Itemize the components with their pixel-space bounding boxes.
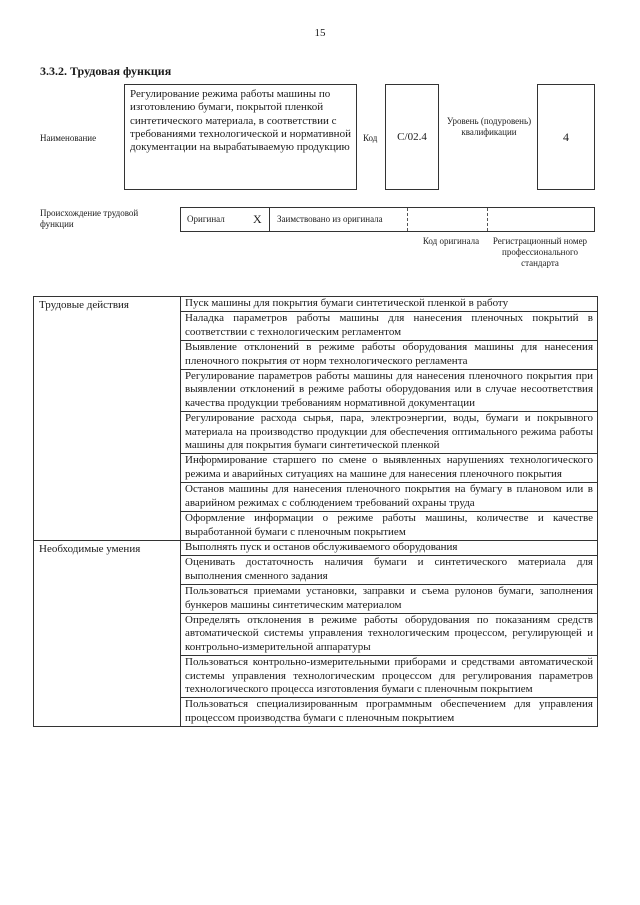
table-row: Информирование старшего по смене о выявленных нарушениях технологического режима и аварийных ситуациях на машине для нанесения пленочного покрытия: [181, 453, 597, 482]
table-row: Регулирование параметров работы машины для нанесения пленочного покрытия при выявлении отклонений в режиме работы оборудования или в случае несоответствия качества продукции требованиям нормативной документации: [181, 369, 597, 411]
table-row: Останов машины для нанесения пленочного покрытия на бумагу в плановом или в аварийном режимах с соблюдением требований охраны труда: [181, 482, 597, 511]
caption-code-original: Код оригинала: [422, 236, 480, 246]
table-row: Пользоваться контрольно-измерительными приборами и средствами автоматической системы управления технологическим процессом для регулирования параметров технологического процесса изготовления бумаги с пленочным покрытием: [181, 655, 597, 697]
section-labor-actions: [33, 297, 598, 540]
level-label: Уровень (подуровень) квалификации: [446, 116, 532, 137]
table-row: Оформление информации о режиме работы машины, количестве и качестве выработанной бумаги с пленочным покрытием: [181, 511, 597, 540]
function-table: [33, 296, 598, 727]
origin-row: [180, 207, 595, 232]
origin-original-mark: X: [253, 212, 262, 226]
section-label: Трудовые действия: [34, 297, 181, 540]
origin-label: Происхождение трудовой функции: [40, 208, 139, 229]
table-row: Регулирование расхода сырья, пара, электроэнергии, воды, бумаги и покрывного материала на производство продукции для обеспечения оптимального режима работы машины для покрытия бумаги синтетической пленкой: [181, 411, 597, 453]
code-label: Код: [363, 133, 378, 143]
function-name-box: Регулирование режима работы машины по изготовлению бумаги, покрытой пленкой синтетического материала, в соответствии с требованиями технологической и нормативной документации на вырабатываемую продукцию: [124, 84, 357, 190]
table-row: Выполнять пуск и останов обслуживаемого оборудования: [185, 540, 458, 553]
name-label: Наименование: [40, 133, 97, 143]
caption-registration-number: Регистрационный номер профессионального стандарта: [492, 236, 588, 268]
section-title: 3.3.2. Трудовая функция: [40, 64, 172, 78]
table-row: Наладка параметров работы машины для нанесения пленочных покрытий в соответствии с технологическим регламентом: [181, 311, 597, 340]
table-row: Выявление отклонений в режиме работы оборудования машины для нанесения пленочного покрытия от норм технологического регламента: [181, 340, 597, 369]
origin-divider-dashed: [487, 208, 488, 231]
origin-original-label: Оригинал: [187, 214, 225, 224]
table-row: Пользоваться специализированным программным обеспечением для управления процессом производства бумаги с пленочным покрытием: [181, 697, 597, 726]
code-box: С/02.4: [385, 84, 439, 190]
table-row: Пуск машины для покрытия бумаги синтетической пленкой в работу: [185, 297, 509, 309]
table-row: Определять отклонения в режиме работы оборудования по показаниям средств автоматической системы управления технологическим процессом, регулирующей и контрольно-измерительной аппаратуры: [181, 613, 597, 655]
origin-borrowed-label: Заимствовано из оригинала: [277, 214, 383, 224]
origin-divider: [269, 208, 270, 231]
page-number: 15: [314, 27, 326, 39]
section-label: Необходимые умения: [34, 541, 181, 726]
table-row: Оценивать достаточность наличия бумаги и синтетического материала для выполнения сменного задания: [181, 555, 597, 584]
level-box: 4: [537, 84, 595, 190]
table-row: Пользоваться приемами установки, заправки и съема рулонов бумаги, заполнения бункеров машины синтетическим материалом: [181, 584, 597, 613]
origin-divider-dashed: [407, 208, 408, 231]
section-required-skills: [33, 540, 598, 726]
